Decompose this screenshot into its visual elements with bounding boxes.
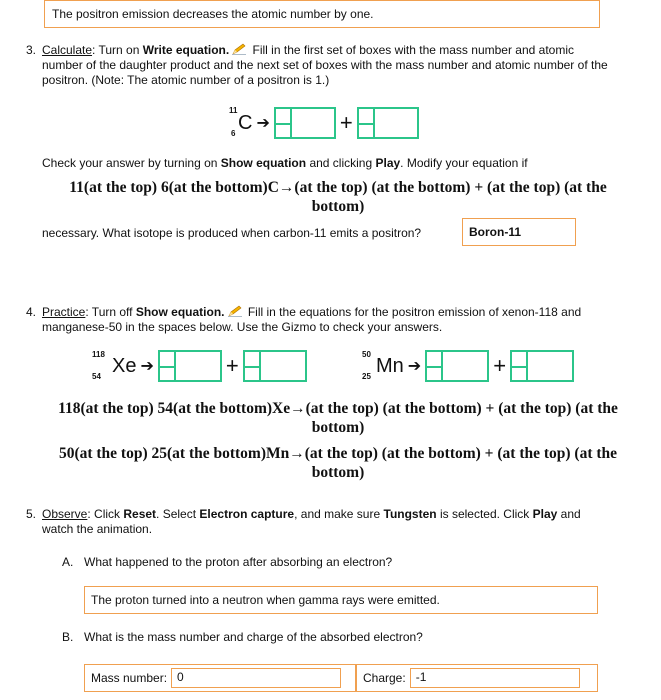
mass-number-label: Mass number: bbox=[91, 670, 168, 685]
q4-number: 4. bbox=[26, 305, 37, 319]
q3-line1: Calculate: Turn on Write equation. Fill in the first set of boxes with the mass number and atomic bbox=[42, 43, 574, 57]
q3-equation bbox=[228, 106, 419, 140]
q4-line2: manganese-50 in the spaces below. Use the Gizmo to check your answers. bbox=[42, 320, 443, 334]
xenon-nuclide: 118 54 Xe bbox=[92, 349, 137, 381]
mass-number-input[interactable]: 0 bbox=[171, 668, 341, 688]
q5b-question: What is the mass number and charge of the absorbed electron? bbox=[84, 630, 423, 644]
mn-alt-text-1: 50(at the top) 25(at the bottom)Mn→(at the top) (at the bottom) + (at the top) (at the bbox=[58, 445, 618, 462]
daughter-input-boxes[interactable] bbox=[274, 107, 336, 139]
charge-input[interactable]: -1 bbox=[410, 668, 580, 688]
q3-alt-text-2: bottom) bbox=[311, 198, 365, 215]
xe-positron-input-boxes[interactable] bbox=[243, 350, 307, 382]
q5a-answer-box[interactable]: The proton turned into a neutron when gamma rays were emitted. bbox=[84, 586, 598, 614]
q3-line2: number of the daughter product and the next set of boxes with the mass number and atomic number of the bbox=[42, 58, 608, 72]
mass-number-row bbox=[84, 664, 356, 692]
q4-label: Practice bbox=[42, 305, 86, 319]
manganese-nuclide: 50 25 Mn bbox=[362, 349, 404, 381]
plus-sign: + bbox=[225, 353, 239, 378]
pencil-icon bbox=[227, 305, 243, 317]
q3-label: Calculate bbox=[42, 43, 93, 57]
pencil-icon bbox=[231, 43, 247, 55]
xe-alt-text-1: 118(at the top) 54(at the bottom)Xe→(at the top) (at the bottom) + (at the top) (at the bbox=[58, 400, 618, 417]
top-answer-text: The positron emission decreases the atomic number by one. bbox=[52, 7, 374, 21]
q3-number: 3. bbox=[26, 43, 37, 57]
q5-number: 5. bbox=[26, 507, 37, 521]
charge-row bbox=[356, 664, 598, 692]
q3-question: necessary. What isotope is produced when carbon-11 emits a positron? bbox=[42, 226, 422, 240]
q3-answer-box[interactable]: Boron-11 bbox=[462, 218, 576, 246]
q5-line2: watch the animation. bbox=[42, 522, 153, 536]
carbon-nuclide: 11 6 C bbox=[229, 105, 253, 138]
q3-check-line: Check your answer by turning on Show equation and clicking Play. Modify your equation if bbox=[42, 156, 528, 170]
reaction-arrow: ➔ bbox=[140, 358, 154, 375]
xe-daughter-input-boxes[interactable] bbox=[158, 350, 222, 382]
plus-sign: + bbox=[493, 353, 507, 378]
mn-positron-input-boxes[interactable] bbox=[510, 350, 574, 382]
mn-daughter-input-boxes[interactable] bbox=[425, 350, 489, 382]
xe-alt-text-2: bottom) bbox=[311, 419, 365, 436]
q5-label: Observe bbox=[42, 507, 88, 521]
q5b-label: B. bbox=[62, 630, 74, 644]
q4-line1: Practice: Turn off Show equation. Fill in the equations for the positron emission of xenon-118 and bbox=[42, 305, 582, 319]
q5a-label: A. bbox=[62, 555, 74, 569]
reaction-arrow: ➔ bbox=[407, 358, 422, 375]
plus-sign: + bbox=[339, 110, 353, 135]
q5a-question: What happened to the proton after absorbing an electron? bbox=[84, 555, 393, 569]
q3-line3: positron. (Note: The atomic number of a positron is 1.) bbox=[42, 73, 330, 87]
charge-label: Charge: bbox=[363, 670, 406, 685]
positron-input-boxes[interactable] bbox=[357, 107, 419, 139]
q5-line1: Observe: Click Reset. Select Electron capture, and make sure Tungsten is selected. Click Play and bbox=[42, 507, 581, 521]
xe-equation bbox=[92, 349, 307, 383]
mn-equation bbox=[362, 349, 574, 383]
q3-alt-text-1: 11(at the top) 6(at the bottom)C→(at the top) (at the bottom) + (at the top) (at the bbox=[69, 179, 607, 196]
reaction-arrow: ➔ bbox=[256, 115, 270, 132]
mn-alt-text-2: bottom) bbox=[311, 464, 365, 481]
